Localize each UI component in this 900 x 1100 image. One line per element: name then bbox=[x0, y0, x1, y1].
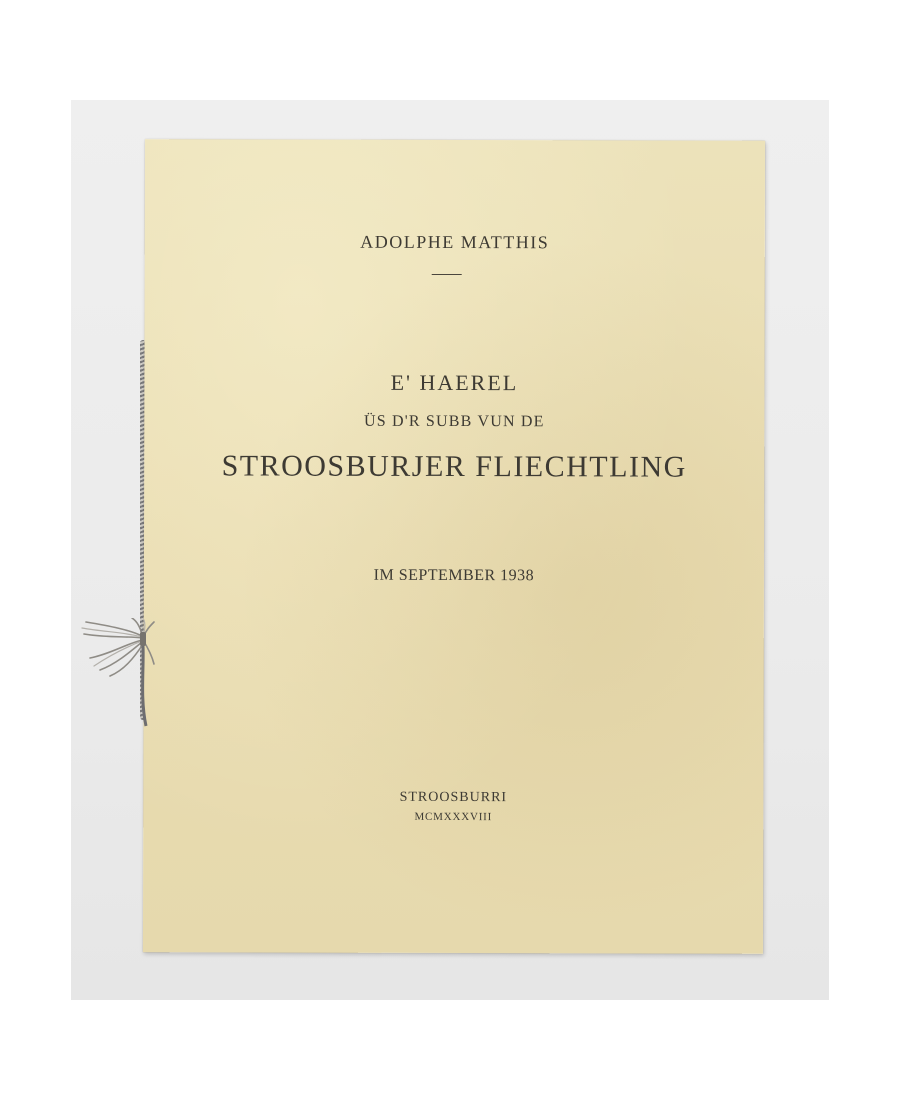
title-line-3: STROOSBURJER FLIECHTLING bbox=[221, 449, 687, 484]
title-line-2: ÜS D'R SUBB VUN DE bbox=[363, 412, 545, 431]
date-line: IM SEPTEMBER 1938 bbox=[373, 566, 535, 585]
tassel-icon bbox=[80, 618, 155, 728]
separator-rule bbox=[432, 274, 462, 275]
publication-year: MCMXXXVIII bbox=[414, 810, 493, 824]
publication-place: STROOSBURRI bbox=[399, 789, 508, 806]
booklet-cover bbox=[143, 139, 765, 954]
author-name: ADOLPHE MATTHIS bbox=[360, 231, 550, 253]
title-line-1: E' HAEREL bbox=[390, 369, 519, 396]
